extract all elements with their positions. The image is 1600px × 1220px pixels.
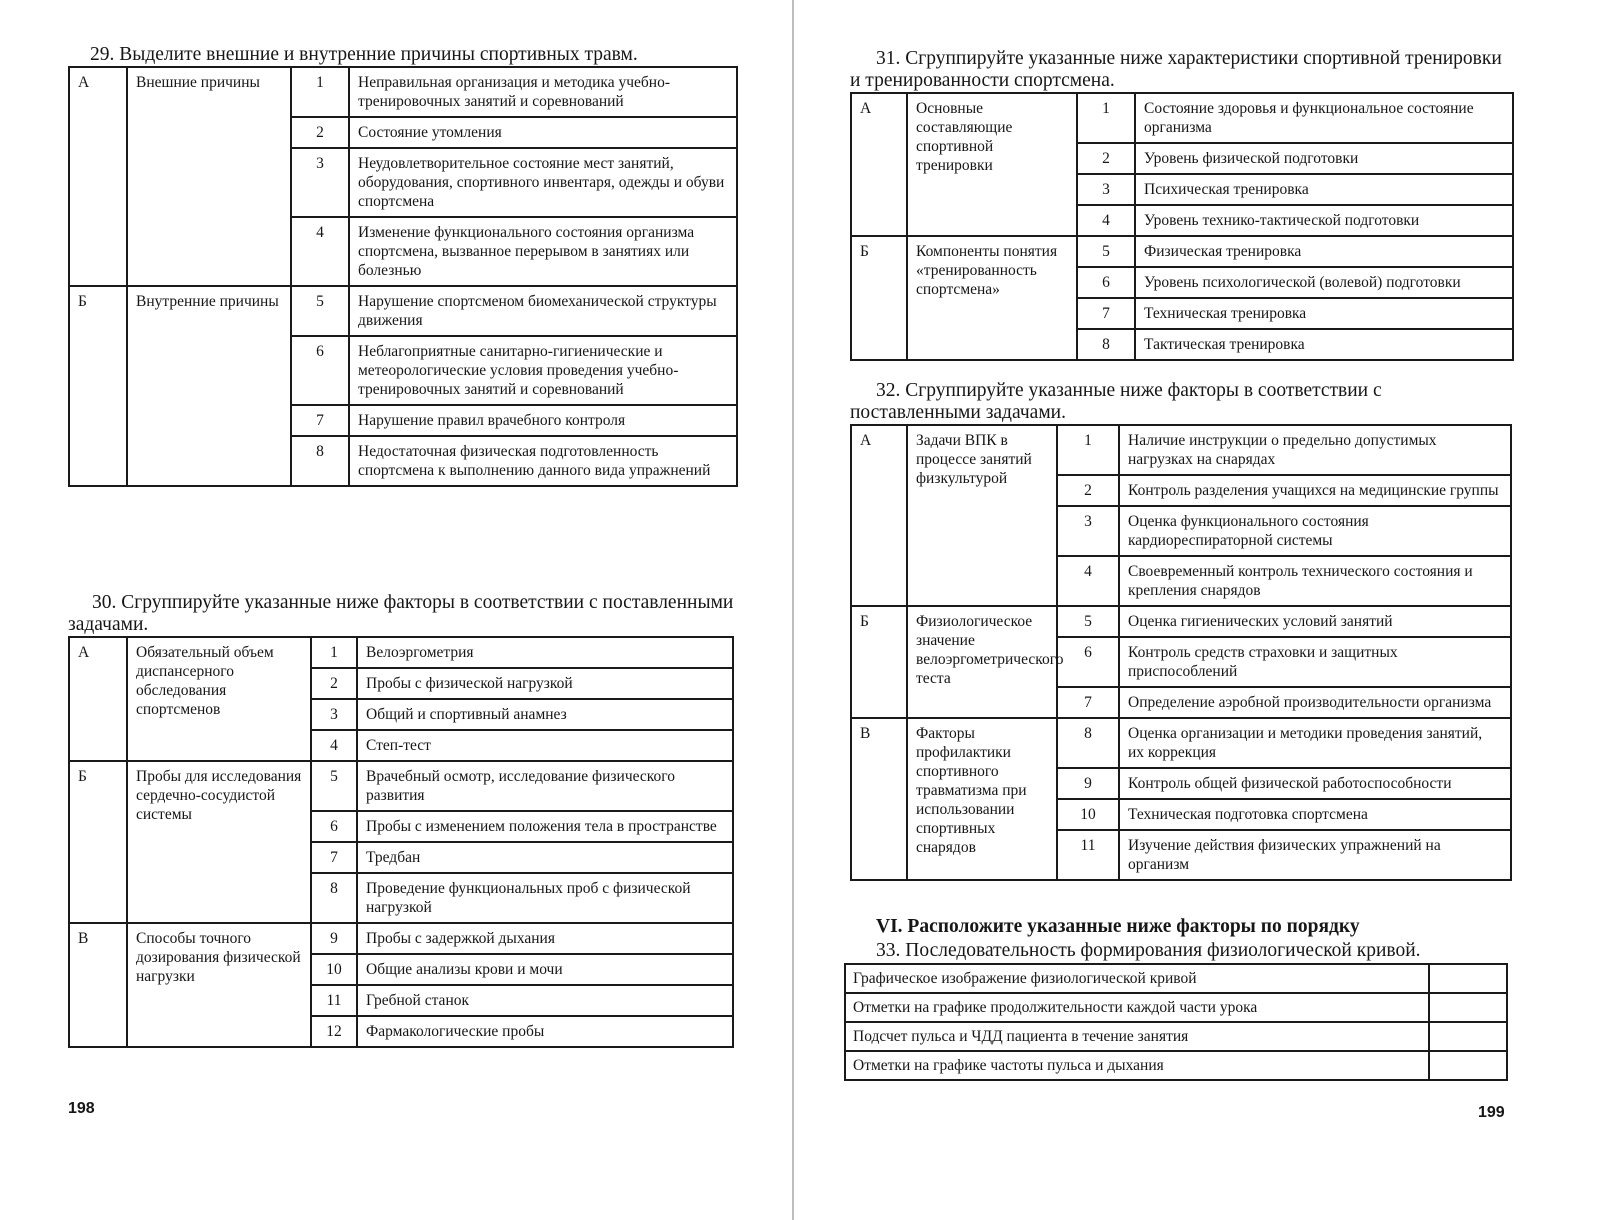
group-label: Факторы профилактики спортивного травматизма при использовании спортивных снарядов — [907, 718, 1057, 880]
item-number: 6 — [291, 336, 349, 405]
item-number: 9 — [1057, 768, 1119, 799]
q32-table — [850, 424, 1512, 881]
item-text: Уровень физической подготовки — [1135, 143, 1513, 174]
item-text: Гребной станок — [357, 985, 733, 1016]
table-row — [845, 1022, 1507, 1051]
table-row — [845, 993, 1507, 1022]
item-number: 2 — [311, 668, 357, 699]
table-row — [851, 425, 1511, 475]
sequence-item-text: Графическое изображение физиологической кривой — [845, 964, 1429, 993]
item-number: 6 — [1057, 637, 1119, 687]
item-number: 1 — [311, 637, 357, 668]
item-text: Фармакологические пробы — [357, 1016, 733, 1047]
item-text: Изменение функционального состояния организма спортсмена, вызванное перерывом в занятиях или болезнью — [349, 217, 737, 286]
item-text: Своевременный контроль технического состояния и крепления снарядов — [1119, 556, 1511, 606]
item-text: Тредбан — [357, 842, 733, 873]
table-row — [851, 236, 1513, 267]
item-number: 5 — [291, 286, 349, 336]
group-letter: Б — [69, 286, 127, 486]
q30-title: 30. Сгруппируйте указанные ниже факторы в соответствии с поставленными задачами. — [68, 592, 734, 635]
table-row — [851, 718, 1511, 768]
q29-title: 29. Выделите внешние и внутренние причины спортивных травм. — [90, 44, 638, 65]
sequence-item-text: Отметки на графике частоты пульса и дыхания — [845, 1051, 1429, 1080]
item-text: Контроль общей физической работоспособности — [1119, 768, 1511, 799]
answer-cell[interactable] — [1429, 1051, 1507, 1080]
item-text: Общие анализы крови и мочи — [357, 954, 733, 985]
item-text: Неправильная организация и методика учебно-тренировочных занятий и соревнований — [349, 67, 737, 117]
item-text: Проведение функциональных проб с физической нагрузкой — [357, 873, 733, 923]
table-row — [69, 761, 733, 811]
group-label: Задачи ВПК в процессе занятий физкультурой — [907, 425, 1057, 606]
item-number: 4 — [1057, 556, 1119, 606]
group-label: Основные составляющие спортивной тренировки — [907, 93, 1077, 236]
item-number: 5 — [1057, 606, 1119, 637]
item-text: Состояние утомления — [349, 117, 737, 148]
item-number: 9 — [311, 923, 357, 954]
item-text: Наличие инструкции о предельно допустимых нагрузках на снарядах — [1119, 425, 1511, 475]
item-text: Определение аэробной производительности организма — [1119, 687, 1511, 718]
left-page — [0, 0, 790, 1220]
group-label: Компоненты понятия «тренированность спортсмена» — [907, 236, 1077, 360]
item-number: 4 — [1077, 205, 1135, 236]
item-number: 6 — [1077, 267, 1135, 298]
group-letter: А — [69, 67, 127, 286]
item-number: 2 — [291, 117, 349, 148]
group-letter: Б — [69, 761, 127, 923]
item-number: 11 — [311, 985, 357, 1016]
item-number: 3 — [291, 148, 349, 217]
item-number: 5 — [311, 761, 357, 811]
item-number: 5 — [1077, 236, 1135, 267]
item-number: 10 — [1057, 799, 1119, 830]
item-text: Физическая тренировка — [1135, 236, 1513, 267]
group-letter: А — [851, 425, 907, 606]
page-number: 199 — [1478, 1104, 1505, 1121]
item-number: 3 — [1057, 506, 1119, 556]
group-letter: Б — [851, 606, 907, 718]
group-letter: Б — [851, 236, 907, 360]
item-text: Неблагоприятные санитарно-гигиенические и метеорологические условия проведения учебно-тренировочных занятий и соревнований — [349, 336, 737, 405]
group-label: Пробы для исследования сердечно-сосудистой системы — [127, 761, 311, 923]
item-text: Нарушение правил врачебного контроля — [349, 405, 737, 436]
table-row — [69, 286, 737, 336]
item-text: Пробы с задержкой дыхания — [357, 923, 733, 954]
item-text: Недостаточная физическая подготовленность спортсмена к выполнению данного вида упражнений — [349, 436, 737, 486]
table-row — [851, 606, 1511, 637]
item-number: 3 — [1077, 174, 1135, 205]
item-number: 10 — [311, 954, 357, 985]
item-number: 1 — [291, 67, 349, 117]
item-text: Пробы с физической нагрузкой — [357, 668, 733, 699]
item-number: 7 — [311, 842, 357, 873]
group-letter: В — [69, 923, 127, 1047]
item-text: Уровень технико-тактической подготовки — [1135, 205, 1513, 236]
group-label: Внутренние причины — [127, 286, 291, 486]
item-text: Техническая тренировка — [1135, 298, 1513, 329]
item-text: Состояние здоровья и функциональное состояние организма — [1135, 93, 1513, 143]
item-number: 7 — [291, 405, 349, 436]
group-letter: А — [69, 637, 127, 761]
item-text: Контроль разделения учащихся на медицинские группы — [1119, 475, 1511, 506]
item-number: 2 — [1077, 143, 1135, 174]
item-text: Неудовлетворительное состояние мест занятий, оборудования, спортивного инвентаря, одежды и обуви спортсмена — [349, 148, 737, 217]
item-text: Оценка организации и методики проведения занятий, их коррекция — [1119, 718, 1511, 768]
item-text: Общий и спортивный анамнез — [357, 699, 733, 730]
item-text: Степ-тест — [357, 730, 733, 761]
q33-title: 33. Последовательность формирования физиологической кривой. — [876, 940, 1421, 961]
table-row — [69, 637, 733, 668]
table-row — [69, 67, 737, 117]
q32-title: 32. Сгруппируйте указанные ниже факторы в соответствии с поставленными задачами. — [850, 380, 1382, 423]
item-text: Психическая тренировка — [1135, 174, 1513, 205]
item-text: Оценка гигиенических условий занятий — [1119, 606, 1511, 637]
right-page — [800, 0, 1600, 1220]
answer-cell[interactable] — [1429, 993, 1507, 1022]
item-number: 8 — [291, 436, 349, 486]
answer-cell[interactable] — [1429, 1022, 1507, 1051]
item-number: 7 — [1057, 687, 1119, 718]
item-text: Пробы с изменением положения тела в пространстве — [357, 811, 733, 842]
item-number: 8 — [1057, 718, 1119, 768]
group-label: Внешние причины — [127, 67, 291, 286]
group-label: Физиологическое значение велоэргометрического теста — [907, 606, 1057, 718]
item-number: 8 — [311, 873, 357, 923]
q31-table — [850, 92, 1514, 361]
q31-title: 31. Сгруппируйте указанные ниже характеристики спортивной тренировки и тренированности спортсмена. — [850, 48, 1502, 91]
item-number: 2 — [1057, 475, 1119, 506]
item-text: Велоэргометрия — [357, 637, 733, 668]
item-text: Тактическая тренировка — [1135, 329, 1513, 360]
item-number: 1 — [1077, 93, 1135, 143]
section-vi-heading: VI. Расположите указанные ниже факторы по порядку — [876, 916, 1360, 937]
table-row — [69, 923, 733, 954]
q30-table — [68, 636, 734, 1048]
item-number: 6 — [311, 811, 357, 842]
item-number: 1 — [1057, 425, 1119, 475]
table-row — [845, 1051, 1507, 1080]
group-label: Обязательный объем диспансерного обследования спортсменов — [127, 637, 311, 761]
answer-cell[interactable] — [1429, 964, 1507, 993]
item-text: Нарушение спортсменом биомеханической структуры движения — [349, 286, 737, 336]
group-letter: В — [851, 718, 907, 880]
page-number: 198 — [68, 1100, 95, 1117]
item-number: 11 — [1057, 830, 1119, 880]
book-spine — [792, 0, 794, 1220]
q33-table — [844, 963, 1508, 1081]
item-text: Уровень психологической (волевой) подготовки — [1135, 267, 1513, 298]
sequence-item-text: Подсчет пульса и ЧДД пациента в течение занятия — [845, 1022, 1429, 1051]
item-text: Контроль средств страховки и защитных приспособлений — [1119, 637, 1511, 687]
group-label: Способы точного дозирования физической нагрузки — [127, 923, 311, 1047]
item-number: 3 — [311, 699, 357, 730]
group-letter: А — [851, 93, 907, 236]
item-text: Изучение действия физических упражнений на организм — [1119, 830, 1511, 880]
table-row — [851, 93, 1513, 143]
item-number: 4 — [311, 730, 357, 761]
item-text: Оценка функционального состояния кардиореспираторной системы — [1119, 506, 1511, 556]
item-text: Техническая подготовка спортсмена — [1119, 799, 1511, 830]
item-number: 12 — [311, 1016, 357, 1047]
sequence-item-text: Отметки на графике продолжительности каждой части урока — [845, 993, 1429, 1022]
q29-table — [68, 66, 738, 487]
table-row — [845, 964, 1507, 993]
item-number: 4 — [291, 217, 349, 286]
item-text: Врачебный осмотр, исследование физического развития — [357, 761, 733, 811]
item-number: 8 — [1077, 329, 1135, 360]
item-number: 7 — [1077, 298, 1135, 329]
